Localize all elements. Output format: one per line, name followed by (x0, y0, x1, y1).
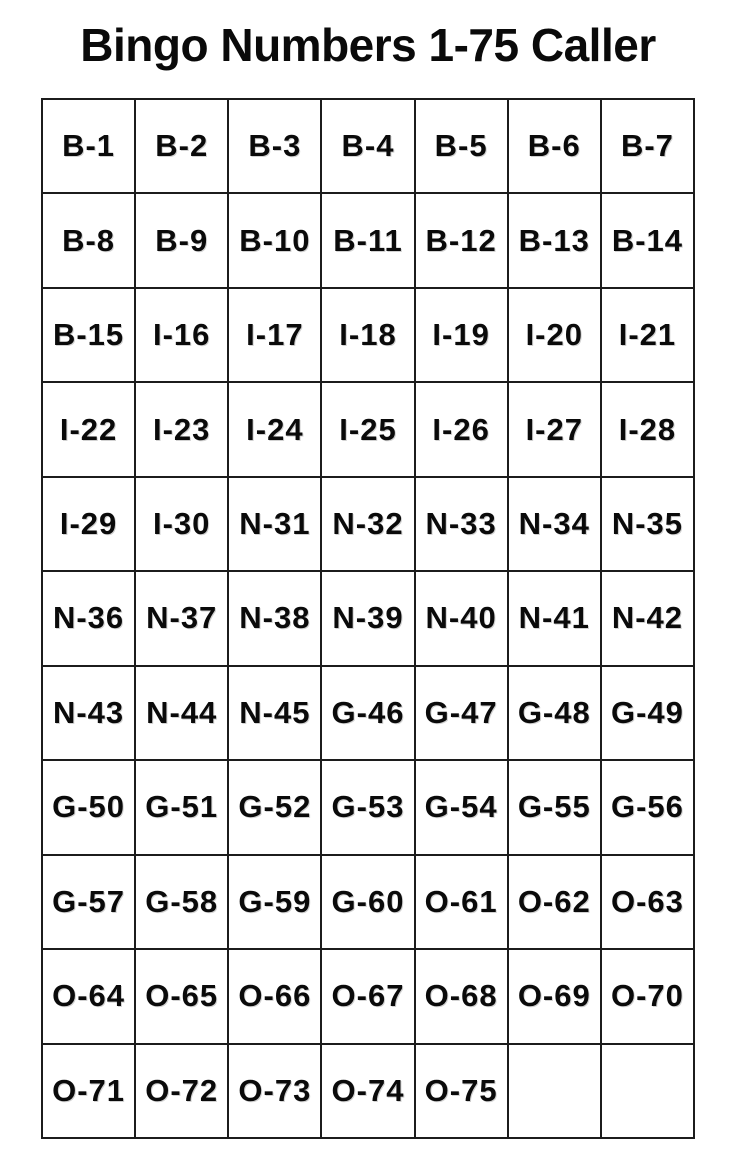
bingo-cell-G-58: G-58 (135, 855, 228, 949)
bingo-cell-I-19: I-19 (415, 288, 508, 382)
bingo-row (42, 855, 694, 949)
bingo-cell-B-6: B-6 (508, 99, 601, 193)
bingo-cell-I-24: I-24 (228, 382, 321, 476)
bingo-cell-O-69: O-69 (508, 949, 601, 1043)
bingo-cell-G-51: G-51 (135, 760, 228, 854)
bingo-cell-N-34: N-34 (508, 477, 601, 571)
bingo-cell-N-43: N-43 (42, 666, 135, 760)
bingo-row (42, 382, 694, 476)
bingo-row (42, 571, 694, 665)
bingo-row (42, 193, 694, 287)
bingo-cell-G-52: G-52 (228, 760, 321, 854)
bingo-cell-B-15: B-15 (42, 288, 135, 382)
bingo-cell-B-3: B-3 (228, 99, 321, 193)
bingo-cell-I-28: I-28 (601, 382, 694, 476)
bingo-cell-G-49: G-49 (601, 666, 694, 760)
bingo-cell-B-9: B-9 (135, 193, 228, 287)
bingo-cell-G-48: G-48 (508, 666, 601, 760)
bingo-cell-empty (601, 1044, 694, 1138)
bingo-row (42, 288, 694, 382)
bingo-cell-I-22: I-22 (42, 382, 135, 476)
bingo-cell-O-64: O-64 (42, 949, 135, 1043)
bingo-cell-I-23: I-23 (135, 382, 228, 476)
bingo-cell-O-65: O-65 (135, 949, 228, 1043)
bingo-cell-B-4: B-4 (321, 99, 414, 193)
bingo-cell-B-2: B-2 (135, 99, 228, 193)
bingo-grid-body (42, 99, 694, 1138)
bingo-cell-N-39: N-39 (321, 571, 414, 665)
bingo-cell-O-61: O-61 (415, 855, 508, 949)
bingo-cell-I-30: I-30 (135, 477, 228, 571)
bingo-cell-B-13: B-13 (508, 193, 601, 287)
bingo-cell-G-50: G-50 (42, 760, 135, 854)
bingo-cell-I-17: I-17 (228, 288, 321, 382)
bingo-cell-I-18: I-18 (321, 288, 414, 382)
bingo-cell-G-46: G-46 (321, 666, 414, 760)
bingo-cell-O-70: O-70 (601, 949, 694, 1043)
bingo-cell-I-25: I-25 (321, 382, 414, 476)
bingo-cell-I-29: I-29 (42, 477, 135, 571)
bingo-cell-O-74: O-74 (321, 1044, 414, 1138)
bingo-cell-N-44: N-44 (135, 666, 228, 760)
bingo-cell-O-68: O-68 (415, 949, 508, 1043)
bingo-cell-N-35: N-35 (601, 477, 694, 571)
bingo-cell-N-33: N-33 (415, 477, 508, 571)
bingo-cell-N-37: N-37 (135, 571, 228, 665)
bingo-cell-O-63: O-63 (601, 855, 694, 949)
bingo-cell-B-5: B-5 (415, 99, 508, 193)
bingo-cell-O-67: O-67 (321, 949, 414, 1043)
bingo-cell-G-60: G-60 (321, 855, 414, 949)
bingo-cell-empty (508, 1044, 601, 1138)
bingo-cell-B-7: B-7 (601, 99, 694, 193)
bingo-cell-I-27: I-27 (508, 382, 601, 476)
bingo-cell-I-16: I-16 (135, 288, 228, 382)
bingo-cell-B-8: B-8 (42, 193, 135, 287)
bingo-cell-G-47: G-47 (415, 666, 508, 760)
bingo-row (42, 760, 694, 854)
bingo-cell-N-41: N-41 (508, 571, 601, 665)
bingo-cell-I-26: I-26 (415, 382, 508, 476)
bingo-cell-G-55: G-55 (508, 760, 601, 854)
bingo-cell-N-40: N-40 (415, 571, 508, 665)
bingo-row (42, 1044, 694, 1138)
bingo-cell-N-42: N-42 (601, 571, 694, 665)
bingo-cell-B-14: B-14 (601, 193, 694, 287)
bingo-cell-N-45: N-45 (228, 666, 321, 760)
page-title: Bingo Numbers 1-75 Caller (80, 19, 656, 71)
bingo-cell-G-56: G-56 (601, 760, 694, 854)
bingo-cell-O-73: O-73 (228, 1044, 321, 1138)
bingo-cell-O-75: O-75 (415, 1044, 508, 1138)
bingo-cell-N-38: N-38 (228, 571, 321, 665)
bingo-cell-O-62: O-62 (508, 855, 601, 949)
bingo-cell-B-1: B-1 (42, 99, 135, 193)
bingo-cell-G-59: G-59 (228, 855, 321, 949)
bingo-cell-N-31: N-31 (228, 477, 321, 571)
bingo-row (42, 666, 694, 760)
bingo-cell-B-10: B-10 (228, 193, 321, 287)
bingo-row (42, 477, 694, 571)
bingo-row (42, 949, 694, 1043)
bingo-cell-O-71: O-71 (42, 1044, 135, 1138)
bingo-cell-G-57: G-57 (42, 855, 135, 949)
bingo-cell-I-20: I-20 (508, 288, 601, 382)
bingo-number-grid (41, 98, 695, 1139)
bingo-cell-B-12: B-12 (415, 193, 508, 287)
bingo-cell-G-53: G-53 (321, 760, 414, 854)
bingo-cell-N-36: N-36 (42, 571, 135, 665)
bingo-cell-I-21: I-21 (601, 288, 694, 382)
bingo-cell-O-72: O-72 (135, 1044, 228, 1138)
bingo-cell-G-54: G-54 (415, 760, 508, 854)
bingo-cell-O-66: O-66 (228, 949, 321, 1043)
bingo-row (42, 99, 694, 193)
bingo-cell-N-32: N-32 (321, 477, 414, 571)
bingo-cell-B-11: B-11 (321, 193, 414, 287)
